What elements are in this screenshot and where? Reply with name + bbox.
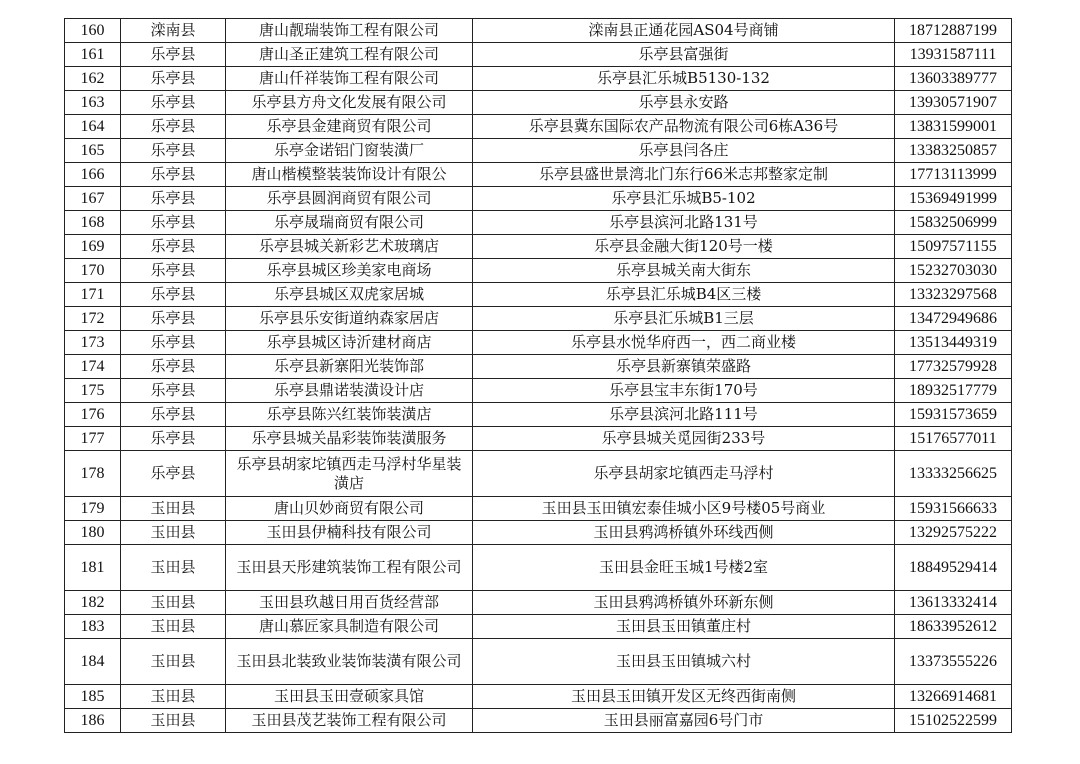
county-cell: 乐亭县 — [121, 163, 226, 187]
table-row — [65, 187, 1012, 211]
table-row — [65, 615, 1012, 639]
county-cell: 玉田县 — [121, 615, 226, 639]
address-cell: 乐亭县永安路 — [473, 91, 895, 115]
phone-cell: 13373555226 — [895, 639, 1012, 685]
phone-cell: 15931566633 — [895, 497, 1012, 521]
county-cell: 乐亭县 — [121, 235, 226, 259]
row-number: 181 — [65, 545, 121, 591]
company-cell: 乐亭县新寨阳光装饰部 — [226, 355, 473, 379]
row-number: 184 — [65, 639, 121, 685]
row-number: 186 — [65, 709, 121, 733]
row-number: 185 — [65, 685, 121, 709]
table-row — [65, 521, 1012, 545]
table-row — [65, 545, 1012, 591]
county-cell: 乐亭县 — [121, 331, 226, 355]
phone-cell: 15232703030 — [895, 259, 1012, 283]
company-cell: 乐亭县方舟文化发展有限公司 — [226, 91, 473, 115]
phone-cell: 13931587111 — [895, 43, 1012, 67]
table-row — [65, 163, 1012, 187]
table-row — [65, 639, 1012, 685]
county-cell: 乐亭县 — [121, 67, 226, 91]
table-row — [65, 355, 1012, 379]
table-row — [65, 19, 1012, 43]
county-cell: 乐亭县 — [121, 355, 226, 379]
row-number: 173 — [65, 331, 121, 355]
company-cell: 乐亭县圆润商贸有限公司 — [226, 187, 473, 211]
table-row — [65, 591, 1012, 615]
phone-cell: 13333256625 — [895, 451, 1012, 497]
row-number: 174 — [65, 355, 121, 379]
row-number: 170 — [65, 259, 121, 283]
phone-cell: 15176577011 — [895, 427, 1012, 451]
row-number: 166 — [65, 163, 121, 187]
phone-cell: 18633952612 — [895, 615, 1012, 639]
company-cell: 唐山慕匠家具制造有限公司 — [226, 615, 473, 639]
address-cell: 乐亭县盛世景湾北门东行66米志邦整家定制 — [473, 163, 895, 187]
row-number: 172 — [65, 307, 121, 331]
table-row — [65, 403, 1012, 427]
address-cell: 乐亭县冀东国际农产品物流有限公司6栋A36号 — [473, 115, 895, 139]
table-row — [65, 307, 1012, 331]
address-cell: 玉田县玉田镇城六村 — [473, 639, 895, 685]
row-number: 164 — [65, 115, 121, 139]
address-cell: 玉田县玉田镇宏泰佳城小区9号楼05号商业 — [473, 497, 895, 521]
address-cell: 乐亭县城关觅园街233号 — [473, 427, 895, 451]
company-cell: 乐亭县城关新彩艺术玻璃店 — [226, 235, 473, 259]
row-number: 183 — [65, 615, 121, 639]
row-number: 167 — [65, 187, 121, 211]
county-cell: 乐亭县 — [121, 283, 226, 307]
company-cell: 玉田县玖越日用百货经营部 — [226, 591, 473, 615]
county-cell: 乐亭县 — [121, 379, 226, 403]
address-cell: 玉田县鸦鸿桥镇外环新东侧 — [473, 591, 895, 615]
county-cell: 玉田县 — [121, 639, 226, 685]
table-row — [65, 427, 1012, 451]
address-cell: 乐亭县新寨镇荣盛路 — [473, 355, 895, 379]
phone-cell: 13266914681 — [895, 685, 1012, 709]
table-row — [65, 379, 1012, 403]
phone-cell: 13292575222 — [895, 521, 1012, 545]
row-number: 168 — [65, 211, 121, 235]
address-cell: 乐亭县汇乐城B5-102 — [473, 187, 895, 211]
address-cell: 玉田县玉田镇董庄村 — [473, 615, 895, 639]
company-cell: 乐亭金诺铝门窗装潢厂 — [226, 139, 473, 163]
county-cell: 乐亭县 — [121, 211, 226, 235]
company-cell: 乐亭县城关晶彩装饰装潢服务 — [226, 427, 473, 451]
county-cell: 乐亭县 — [121, 91, 226, 115]
company-cell: 唐山仟祥装饰工程有限公司 — [226, 67, 473, 91]
phone-cell: 18849529414 — [895, 545, 1012, 591]
table-row — [65, 211, 1012, 235]
company-cell: 唐山靓瑞装饰工程有限公司 — [226, 19, 473, 43]
phone-cell: 15369491999 — [895, 187, 1012, 211]
table-row — [65, 115, 1012, 139]
row-number: 165 — [65, 139, 121, 163]
company-cell: 乐亭县陈兴红装饰装潢店 — [226, 403, 473, 427]
county-cell: 乐亭县 — [121, 43, 226, 67]
county-cell: 乐亭县 — [121, 187, 226, 211]
company-cell: 乐亭县乐安街道纳森家居店 — [226, 307, 473, 331]
county-cell: 玉田县 — [121, 709, 226, 733]
company-cell: 乐亭县鼎诺装潢设计店 — [226, 379, 473, 403]
county-cell: 乐亭县 — [121, 307, 226, 331]
county-cell: 玉田县 — [121, 591, 226, 615]
table-row — [65, 331, 1012, 355]
address-cell: 乐亭县汇乐城B5130-132 — [473, 67, 895, 91]
company-cell: 乐亭县城区珍美家电商场 — [226, 259, 473, 283]
company-cell: 唐山贝妙商贸有限公司 — [226, 497, 473, 521]
county-cell: 玉田县 — [121, 497, 226, 521]
table-row — [65, 259, 1012, 283]
row-number: 180 — [65, 521, 121, 545]
county-cell: 玉田县 — [121, 521, 226, 545]
table-row — [65, 283, 1012, 307]
company-cell: 玉田县天彤建筑装饰工程有限公司 — [226, 545, 473, 591]
county-cell: 乐亭县 — [121, 259, 226, 283]
row-number: 163 — [65, 91, 121, 115]
address-cell: 玉田县鸦鸿桥镇外环线西侧 — [473, 521, 895, 545]
address-cell: 乐亭县金融大街120号一楼 — [473, 235, 895, 259]
row-number: 179 — [65, 497, 121, 521]
row-number: 177 — [65, 427, 121, 451]
phone-cell: 15102522599 — [895, 709, 1012, 733]
phone-cell: 13613332414 — [895, 591, 1012, 615]
company-cell: 玉田县北装致业装饰装潢有限公司 — [226, 639, 473, 685]
registry-table — [64, 18, 1012, 733]
table-row — [65, 67, 1012, 91]
table-row — [65, 139, 1012, 163]
phone-cell: 15097571155 — [895, 235, 1012, 259]
address-cell: 乐亭县滨河北路111号 — [473, 403, 895, 427]
address-cell: 乐亭县水悦华府西一，西二商业楼 — [473, 331, 895, 355]
address-cell: 乐亭县汇乐城B1三层 — [473, 307, 895, 331]
address-cell: 乐亭县宝丰东街170号 — [473, 379, 895, 403]
table-row — [65, 235, 1012, 259]
address-cell: 玉田县金旺玉城1号楼2室 — [473, 545, 895, 591]
phone-cell: 13831599001 — [895, 115, 1012, 139]
row-number: 175 — [65, 379, 121, 403]
table-row — [65, 709, 1012, 733]
county-cell: 玉田县 — [121, 685, 226, 709]
address-cell: 乐亭县城关南大街东 — [473, 259, 895, 283]
address-cell: 乐亭县胡家坨镇西走马浮村 — [473, 451, 895, 497]
row-number: 169 — [65, 235, 121, 259]
phone-cell: 17732579928 — [895, 355, 1012, 379]
company-cell: 乐亭晟瑞商贸有限公司 — [226, 211, 473, 235]
company-cell: 唐山圣正建筑工程有限公司 — [226, 43, 473, 67]
company-cell: 乐亭县胡家坨镇西走马浮村华星装潢店 — [226, 451, 473, 497]
company-cell: 乐亭县城区诗沂建材商店 — [226, 331, 473, 355]
phone-cell: 18712887199 — [895, 19, 1012, 43]
table-row — [65, 91, 1012, 115]
county-cell: 乐亭县 — [121, 115, 226, 139]
phone-cell: 13472949686 — [895, 307, 1012, 331]
row-number: 171 — [65, 283, 121, 307]
phone-cell: 13603389777 — [895, 67, 1012, 91]
company-cell: 乐亭县城区双虎家居城 — [226, 283, 473, 307]
row-number: 161 — [65, 43, 121, 67]
phone-cell: 13383250857 — [895, 139, 1012, 163]
company-cell: 唐山楷模整装装饰设计有限公 — [226, 163, 473, 187]
row-number: 160 — [65, 19, 121, 43]
table-row — [65, 43, 1012, 67]
county-cell: 乐亭县 — [121, 139, 226, 163]
county-cell: 玉田县 — [121, 545, 226, 591]
address-cell: 乐亭县滨河北路131号 — [473, 211, 895, 235]
county-cell: 乐亭县 — [121, 403, 226, 427]
row-number: 176 — [65, 403, 121, 427]
phone-cell: 13323297568 — [895, 283, 1012, 307]
row-number: 182 — [65, 591, 121, 615]
row-number: 162 — [65, 67, 121, 91]
table-row — [65, 497, 1012, 521]
phone-cell: 17713113999 — [895, 163, 1012, 187]
phone-cell: 18932517779 — [895, 379, 1012, 403]
county-cell: 滦南县 — [121, 19, 226, 43]
row-number: 178 — [65, 451, 121, 497]
address-cell: 乐亭县汇乐城B4区三楼 — [473, 283, 895, 307]
phone-cell: 13930571907 — [895, 91, 1012, 115]
company-cell: 玉田县玉田壹硕家具馆 — [226, 685, 473, 709]
phone-cell: 15931573659 — [895, 403, 1012, 427]
address-cell: 乐亭县闫各庄 — [473, 139, 895, 163]
company-cell: 乐亭县金建商贸有限公司 — [226, 115, 473, 139]
county-cell: 乐亭县 — [121, 427, 226, 451]
address-cell: 玉田县玉田镇开发区无终西街南侧 — [473, 685, 895, 709]
phone-cell: 13513449319 — [895, 331, 1012, 355]
company-cell: 玉田县伊楠科技有限公司 — [226, 521, 473, 545]
county-cell: 乐亭县 — [121, 451, 226, 497]
company-cell: 玉田县茂艺装饰工程有限公司 — [226, 709, 473, 733]
address-cell: 乐亭县富强街 — [473, 43, 895, 67]
table-row — [65, 685, 1012, 709]
phone-cell: 15832506999 — [895, 211, 1012, 235]
table-row — [65, 451, 1012, 497]
address-cell: 滦南县正通花园AS04号商铺 — [473, 19, 895, 43]
address-cell: 玉田县丽富嘉园6号门市 — [473, 709, 895, 733]
